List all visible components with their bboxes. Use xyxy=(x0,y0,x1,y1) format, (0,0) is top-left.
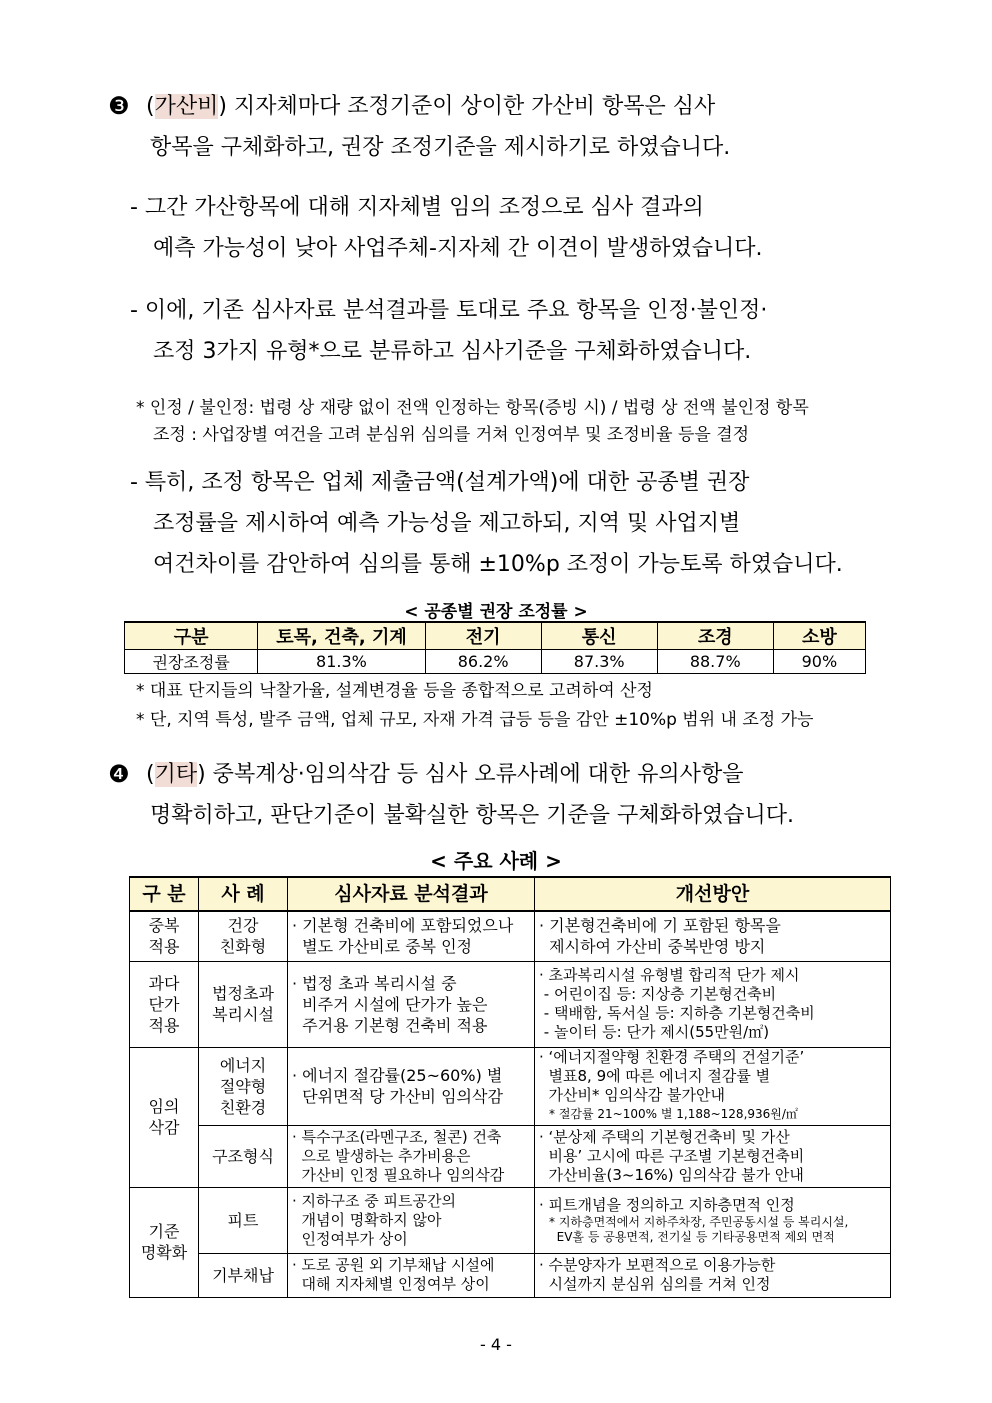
case-row-2: 에너지 절약형 친환경 xyxy=(199,1047,288,1125)
bullet-2-line-1: - 이에, 기존 심사자료 분석결과를 토대로 주요 항목을 인정·불인정· xyxy=(130,298,768,323)
result-row-5: · 도로 공원 외 기부채납 시설에 대해 지자체별 인정여부 상이 xyxy=(288,1253,535,1297)
bullet-3-line-1: - 특히, 조정 항목은 업체 제출금액(설계가액)에 대한 공종별 권장 xyxy=(130,470,750,495)
rate-table-caption: < 공종별 권장 조정률 > xyxy=(404,602,588,622)
result-row-3: · 특수구조(라멘구조, 철콘) 건축 으로 발생하는 추가비용은 가산비 인정 필요하나 임의삭감 xyxy=(288,1125,535,1187)
plan-note-4: * 지하층면적에서 지하주차장, 주민공동시설 등 복리시설, EV홀 등 공용면적, 전기실 등 기타공용면적 제외 면적 xyxy=(549,1214,849,1244)
type-note-2: 조정 : 사업장별 여건을 고려 분심위 심의를 거쳐 인정여부 및 조정비율 등을 결정 xyxy=(153,425,750,445)
bullet-3-line-3: 여건차이를 감안하여 심의를 통해 ±10%p 조정이 가능토록 하였습니다. xyxy=(153,552,843,577)
case-row-0: 건강 친화형 xyxy=(199,911,288,961)
rate-header-4: 조경 xyxy=(657,622,773,650)
result-row-0: · 기본형 건축비에 포함되었으나 별도 가산비로 중복 인정 xyxy=(288,911,535,961)
section-3-line-2: 항목을 구체화하고, 권장 조정기준을 제시하기로 하였습니다. xyxy=(150,135,731,160)
section-3-tag: 가산비 xyxy=(154,94,219,119)
rate-header-3: 통신 xyxy=(541,622,657,650)
rate-cell-2: 86.2% xyxy=(425,650,541,674)
bullet-2-line-2: 조정 3가지 유형*으로 분류하고 심사기준을 구체화하였습니다. xyxy=(153,339,752,364)
section-3-marker: ❸ xyxy=(108,92,130,120)
plan-note-2: * 절감률 21~100% 별 1,188~128,936원/㎡ xyxy=(549,1107,798,1121)
result-row-4: · 지하구조 중 피트공간의 개념이 명확하지 않아 인정여부가 상이 xyxy=(288,1187,535,1253)
page-number: - 4 - xyxy=(480,1335,512,1354)
case-row-5: 기부채납 xyxy=(199,1253,288,1297)
group-arbitrary-cut: 임의 삭감 xyxy=(130,1047,199,1187)
rate-header-5: 소방 xyxy=(773,622,865,650)
rate-cell-3: 87.3% xyxy=(541,650,657,674)
rate-cell-1: 81.3% xyxy=(258,650,425,674)
rate-header-0: 구분 xyxy=(125,622,258,650)
case-header-0: 구 분 xyxy=(130,877,199,911)
case-row-4: 피트 xyxy=(199,1187,288,1253)
section-4-line-1: (기타) 중복계상·임의삭감 등 심사 오류사례에 대한 유의사항을 xyxy=(146,762,744,787)
plan-row-2: · ‘에너지절약형 친환경 주택의 건설기준’ 별표8, 9에 따른 에너지 절감률 별 가산비* 임의삭감 불가안내 * 절감률 21~100% 별 1,188~128,936원/㎡ xyxy=(535,1047,891,1125)
rate-cell-5: 90% xyxy=(773,650,865,674)
plan-row-4: · 피트개념을 정의하고 지하층면적 인정 * 지하층면적에서 지하주차장, 주민공동시설 등 복리시설, EV홀 등 공용면적, 전기실 등 기타공용면적 제외 면적 xyxy=(535,1187,891,1253)
group-overprice: 과다 단가 적용 xyxy=(130,961,199,1047)
case-header-2: 심사자료 분석결과 xyxy=(288,877,535,911)
plan-row-3: · ‘분상제 주택의 기본형건축비 및 가산 비용’ 고시에 따른 구조별 기본형건축비 가산비율(3~16%) 임의삭감 불가 안내 xyxy=(535,1125,891,1187)
case-header-3: 개선방안 xyxy=(535,877,891,911)
section-4-tag: 기타 xyxy=(154,762,198,787)
result-row-2: · 에너지 절감률(25~60%) 별 단위면적 당 가산비 임의삭감 xyxy=(288,1047,535,1125)
rate-table xyxy=(124,621,866,674)
section-4-line-2: 명확히하고, 판단기준이 불확실한 항목은 기준을 구체화하였습니다. xyxy=(150,803,795,828)
type-note-1: * 인정 / 불인정: 법령 상 재량 없이 전액 인정하는 항목(증빙 시) / 법령 상 전액 불인정 항목 xyxy=(136,398,809,418)
plan-row-0: · 기본형건축비에 기 포함된 항목을 제시하여 가산비 중복반영 방지 xyxy=(535,911,891,961)
case-row-1: 법정초과 복리시설 xyxy=(199,961,288,1047)
bullet-3-line-2: 조정률을 제시하여 예측 가능성을 제고하되, 지역 및 사업지별 xyxy=(153,511,741,536)
plan-row-5: · 수분양자가 보편적으로 이용가능한 시설까지 분심위 심의를 거쳐 인정 xyxy=(535,1253,891,1297)
section-3-line-1: (가산비) 지자체마다 조정기준이 상이한 가산비 항목은 심사 xyxy=(146,94,716,119)
bullet-1-line-2: 예측 가능성이 낮아 사업주체-지자체 간 이견이 발생하였습니다. xyxy=(153,236,763,261)
case-table-caption: < 주요 사례 > xyxy=(430,849,562,873)
group-duplicate: 중복 적용 xyxy=(130,911,199,961)
group-clarify: 기준 명확화 xyxy=(130,1187,199,1297)
result-row-1: · 법정 초과 복리시설 중 비주거 시설에 단가가 높은 주거용 기본형 건축비 적용 xyxy=(288,961,535,1047)
case-table xyxy=(129,876,891,1298)
rate-cell-4: 88.7% xyxy=(657,650,773,674)
rate-note-1: * 대표 단지들의 낙찰가율, 설계변경율 등을 종합적으로 고려하여 산정 xyxy=(136,681,653,701)
rate-note-2: * 단, 지역 특성, 발주 금액, 업체 규모, 자재 가격 급등 등을 감안 ±10%p 범위 내 조정 가능 xyxy=(136,710,814,730)
plan-row-1: · 초과복리시설 유형별 합리적 단가 제시 - 어린이집 등: 지상층 기본형건축비 - 택배함, 독서실 등: 지하층 기본형건축비 - 놀이터 등: 단가 제시(55만원/㎡) xyxy=(535,961,891,1047)
case-header-1: 사 례 xyxy=(199,877,288,911)
case-row-3: 구조형식 xyxy=(199,1125,288,1187)
rate-cell-0: 권장조정률 xyxy=(125,650,258,674)
bullet-1-line-1: - 그간 가산항목에 대해 지자체별 임의 조정으로 심사 결과의 xyxy=(130,195,704,220)
rate-header-1: 토목, 건축, 기계 xyxy=(258,622,425,650)
section-4-marker: ❹ xyxy=(108,760,130,788)
rate-header-2: 전기 xyxy=(425,622,541,650)
